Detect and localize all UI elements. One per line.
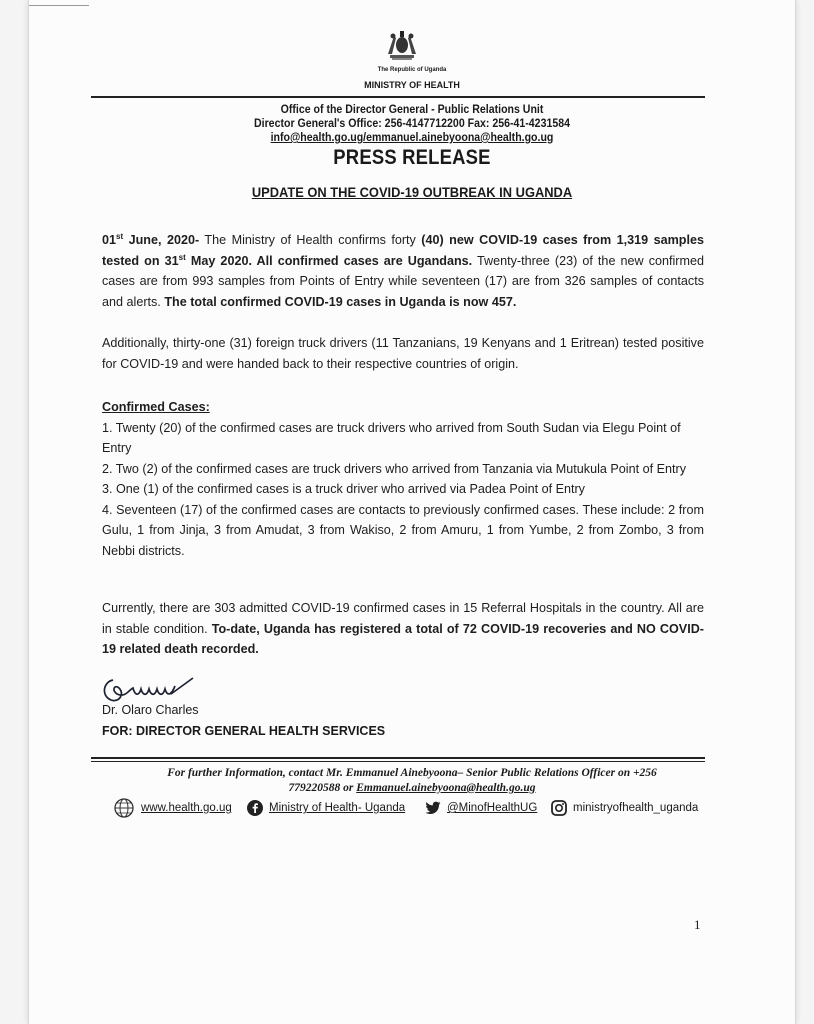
facebook-icon — [247, 800, 263, 816]
press-release-title: PRESS RELEASE — [333, 146, 491, 169]
confirmed-cases-section — [102, 397, 704, 561]
footer-contact-email[interactable]: Emmanuel.ainebyoona@health.go.ug — [356, 782, 536, 794]
ministry-title: MINISTRY OF HEALTH — [364, 80, 460, 90]
confirmed-cases-heading: Confirmed Cases: — [102, 400, 210, 414]
corner-mark — [29, 5, 89, 6]
social-instagram[interactable] — [551, 794, 698, 822]
paragraph-1: 01st June, 2020- The Ministry of Health confirms forty (40) new COVID-19 cases from 1,319 samples tested on 31st May 2020. All confirmed cases are Ugandans. Twenty-three (23) of the new confirmed cases are from 993 samples from Points of Entry while seventeen (17) are from 326 samples of contacts and alerts. The total confirmed COVID-19 cases in Uganda is now 457. — [102, 231, 705, 309]
paragraph-3: Currently, there are 303 admitted COVID-19 confirmed cases in 15 Referral Hospitals in the country. All are in stable condition. To-date, Uganda has registered a total of 72 COVID-19 recoveries and NO COVID-19 related death recorded. — [102, 601, 704, 656]
social-twitter[interactable] — [425, 794, 537, 822]
instagram-icon — [551, 800, 567, 816]
subject-title: UPDATE ON THE COVID-19 OUTBREAK IN UGANDA — [251, 184, 573, 200]
list-item: 3. One (1) of the confirmed cases is a truck driver who arrived via Padea Point of Entry — [102, 482, 585, 496]
signatory-name: Dr. Olaro Charles — [102, 703, 199, 717]
footer-divider-2 — [91, 761, 705, 762]
footer-contact-line-2: 779220588 or Emmanuel.ainebyoona@health.go.ug — [288, 782, 536, 794]
signature-mark — [99, 676, 199, 706]
instagram-link[interactable]: ministryofhealth_uganda — [573, 802, 699, 814]
republic-label: The Republic of Uganda — [377, 67, 447, 73]
paragraph-2: Additionally, thirty-one (31) foreign truck drivers (11 Tanzanians, 19 Kenyans and 1 Eritrean) tested positive for COVID-19 and were handed back to their respective countries of origin. — [102, 336, 704, 371]
office-email: info@health.go.ug/emmanuel.ainebyoona@health.go.ug — [270, 132, 554, 144]
office-line-2: Director General's Office: 256-4147712200 Fax: 256-41-4231584 — [253, 118, 570, 130]
social-facebook[interactable] — [247, 794, 405, 822]
coat-of-arms-icon — [384, 28, 420, 62]
footer-contact-line-1: For further Information, contact Mr. Emmanuel Ainebyoona– Senior Public Relations Officer on +256 — [167, 767, 657, 779]
list-item: 2. Two (2) of the confirmed cases are truck drivers who arrived from Tanzania via Mutukula Point of Entry — [102, 461, 686, 476]
list-item: 4. Seventeen (17) of the confirmed cases are contacts to previously confirmed cases. These include: 2 from Gulu, 1 from Jinja, 3 from Amudat, 3 from Wakiso, 2 from Amuru, 1 from Yumbe, 2 from Zombo, 3 from Nebbi districts. — [102, 502, 704, 558]
facebook-link[interactable]: Ministry of Health- Uganda — [269, 802, 406, 814]
footer-divider-1 — [91, 757, 705, 759]
social-website[interactable] — [113, 794, 232, 822]
signatory-role: FOR: DIRECTOR GENERAL HEALTH SERVICES — [102, 724, 386, 738]
globe-icon — [113, 797, 135, 819]
website-link[interactable]: www.health.go.ug — [141, 802, 232, 814]
date: 01st June, 2020- — [102, 231, 200, 247]
list-item: 1. Twenty (20) of the confirmed cases are truck drivers who arrived from South Sudan via Elegu Point of Entry — [102, 420, 681, 455]
header-divider — [91, 96, 705, 98]
twitter-link[interactable]: @MinofHealthUG — [447, 802, 538, 814]
page-number: 1 — [694, 917, 701, 932]
document-page — [28, 0, 796, 1024]
office-line-1: Office of the Director General - Public Relations Unit — [280, 104, 544, 116]
twitter-icon — [425, 801, 441, 815]
